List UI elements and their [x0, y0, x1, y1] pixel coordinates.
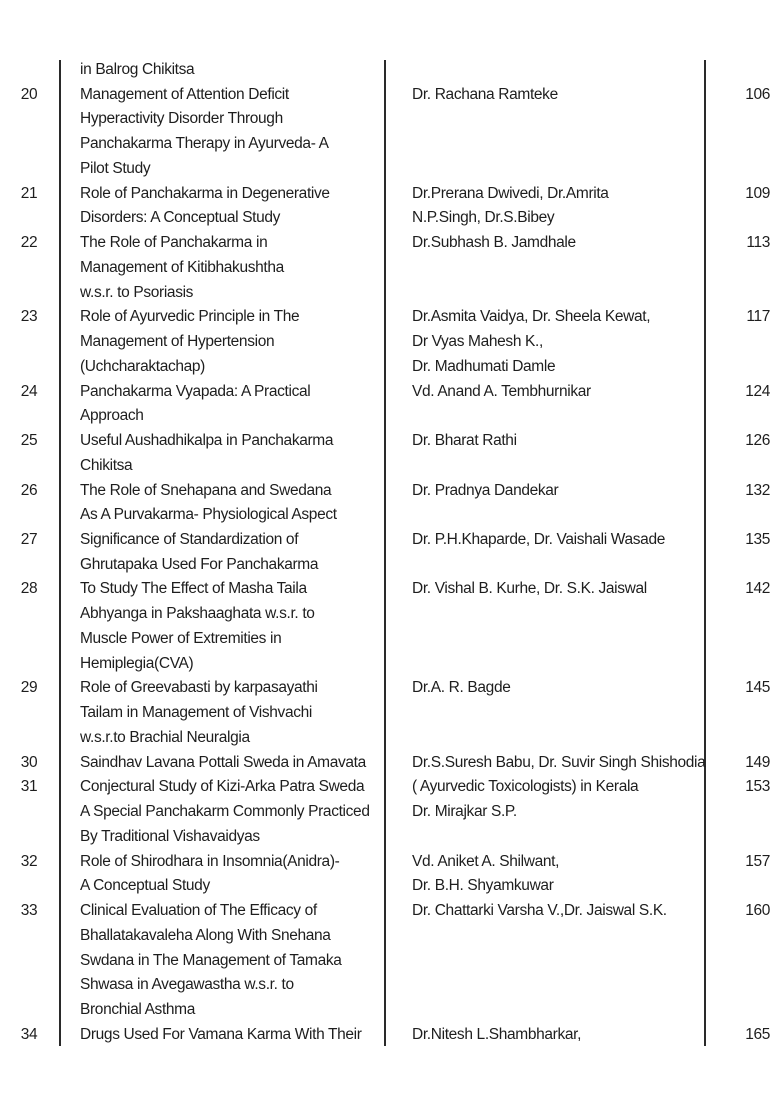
text-line: 153 [745, 778, 770, 796]
text-line: 160 [745, 902, 770, 920]
text-line: 26 [20, 481, 38, 499]
entry-page-number [710, 577, 770, 602]
toc-row [0, 380, 780, 429]
entry-title [80, 58, 380, 83]
text-line: 106 [745, 85, 770, 103]
toc-row [0, 577, 780, 676]
entry-author [412, 528, 702, 553]
text-line: 135 [745, 531, 770, 548]
entry-title [80, 676, 380, 750]
text-line: 20 [20, 85, 38, 103]
entry-page-number [710, 1023, 770, 1048]
toc-row [0, 775, 780, 849]
entry-page-number [710, 775, 770, 800]
entry-author [412, 83, 702, 108]
text-line: 157 [745, 852, 770, 870]
text-line: Dr. P.H.Khaparde, Dr. Vaishali Wasade [412, 531, 665, 548]
text-line: 34 [20, 1025, 38, 1043]
text-line: Management of Hypertension [80, 333, 275, 351]
toc-row [0, 1023, 780, 1048]
entry-title [80, 182, 380, 231]
text-line: Abhyanga in Pakshaaghata w.s.r. to [80, 605, 315, 623]
entry-number [0, 231, 58, 256]
text-line: Clinical Evaluation of The Efficacy of [80, 902, 317, 920]
entry-author [412, 305, 702, 379]
text-line: Role of Shirodhara in Insomnia(Anidra)- [80, 852, 340, 870]
text-line: 113 [746, 234, 770, 252]
text-line: Shwasa in Avegawastha w.s.r. to [80, 976, 294, 994]
text-line: N.P.Singh, Dr.S.Bibey [412, 209, 555, 227]
text-line: 23 [20, 308, 38, 326]
toc-row-continuation [0, 58, 780, 83]
toc-row [0, 479, 780, 528]
entry-title [80, 231, 380, 305]
entry-number [0, 429, 58, 454]
entry-author [412, 676, 702, 701]
entry-author [412, 775, 702, 824]
text-line: As A Purvakarma- Physiological Aspect [80, 506, 337, 524]
text-line: Ghrutapaka Used For Panchakarma [80, 555, 319, 573]
text-line: 149 [745, 753, 770, 771]
text-line: Bhallatakavaleha Along With Snehana [80, 926, 331, 944]
text-line: Swdana in The Management of Tamaka [80, 951, 342, 969]
entry-author [412, 231, 702, 256]
text-line: Bronchial Asthma [80, 1001, 196, 1018]
entry-page-number [710, 305, 770, 330]
text-line: Muscle Power of Extremities in [80, 629, 282, 647]
entry-number [0, 182, 58, 207]
entry-title [80, 528, 380, 577]
text-line: 22 [20, 234, 38, 252]
entry-author [412, 1023, 702, 1048]
text-line: Vd. Aniket A. Shilwant, [412, 852, 560, 870]
text-line: Dr. Madhumati Damle [412, 357, 556, 375]
toc-row [0, 528, 780, 577]
text-line: Panchakarma Therapy in Ayurveda- A [80, 135, 329, 153]
text-line: Management of Kitibhakushtha [80, 258, 284, 276]
entry-author [412, 899, 702, 924]
text-line: Dr. Mirajkar S.P. [412, 803, 517, 821]
text-line: Hemiplegia(CVA) [80, 654, 194, 672]
text-line: Saindhav Lavana Pottali Sweda in Amavata [80, 753, 366, 771]
text-line: Management of Attention Deficit [80, 85, 289, 103]
entry-title [80, 1023, 380, 1048]
text-line: 165 [745, 1025, 770, 1043]
text-line: Vd. Anand A. Tembhurnikar [412, 382, 591, 400]
text-line: 25 [20, 432, 38, 450]
text-line: Dr.Asmita Vaidya, Dr. Sheela Kewat, [412, 308, 651, 326]
text-line: To Study The Effect of Masha Taila [80, 580, 307, 598]
entry-page-number [710, 182, 770, 207]
entry-title [80, 380, 380, 429]
entry-title [80, 577, 380, 676]
text-line: Role of Greevabasti by karpasayathi [80, 679, 318, 697]
entry-page-number [710, 83, 770, 108]
entry-title [80, 479, 380, 528]
toc-row [0, 899, 780, 1023]
text-line: 24 [20, 382, 38, 400]
entry-author [412, 751, 706, 776]
entry-number [0, 479, 58, 504]
text-line: Dr. Vishal B. Kurhe, Dr. S.K. Jaiswal [412, 580, 647, 598]
entry-title [80, 429, 380, 478]
entry-page-number [710, 751, 770, 776]
toc-row [0, 850, 780, 899]
text-line: Disorders: A Conceptual Study [80, 209, 281, 227]
text-line: Dr. Pradnya Dandekar [412, 481, 559, 499]
toc-row [0, 751, 780, 776]
entry-number [0, 1023, 58, 1048]
text-line: 117 [746, 308, 770, 326]
text-line: 126 [745, 432, 770, 450]
entry-number [0, 528, 58, 553]
text-line: 21 [20, 184, 38, 202]
text-line: 28 [20, 580, 38, 598]
entry-title [80, 751, 380, 776]
text-line: 32 [20, 852, 38, 870]
text-line: Dr. B.H. Shyamkuwar [412, 877, 554, 895]
text-line: 109 [745, 184, 770, 202]
text-line: Role of Ayurvedic Principle in The [80, 308, 300, 326]
text-line: in Balrog Chikitsa [80, 61, 195, 78]
text-line: By Traditional Vishavaidyas [80, 827, 260, 845]
text-line: 33 [20, 902, 38, 920]
entry-number [0, 751, 58, 776]
entry-author [412, 182, 702, 231]
text-line: Dr. Chattarki Varsha V.,Dr. Jaiswal S.K. [412, 902, 667, 920]
toc-row [0, 429, 780, 478]
entry-author [412, 479, 702, 504]
entry-page-number [710, 479, 770, 504]
entry-page-number [710, 899, 770, 924]
text-line: 30 [20, 753, 38, 771]
entry-title [80, 305, 380, 379]
text-line: 29 [20, 679, 38, 697]
text-line: Drugs Used For Vamana Karma With Their [80, 1025, 362, 1043]
text-line: Approach [80, 407, 144, 425]
text-line: 124 [745, 382, 770, 400]
table-of-contents [0, 58, 780, 1047]
entry-title [80, 83, 380, 182]
entry-page-number [710, 380, 770, 405]
text-line: Conjectural Study of Kizi-Arka Patra Sweda [80, 778, 365, 796]
entry-title [80, 899, 380, 1023]
entry-page-number [710, 850, 770, 875]
entry-page-number [710, 429, 770, 454]
text-line: Role of Panchakarma in Degenerative [80, 184, 330, 202]
entry-author [412, 850, 702, 899]
text-line: The Role of Panchakarma in [80, 234, 268, 252]
text-line: Useful Aushadhikalpa in Panchakarma [80, 432, 334, 450]
text-line: Hyperactivity Disorder Through [80, 110, 283, 128]
text-line: w.s.r. to Psoriasis [80, 283, 194, 301]
text-line: Tailam in Management of Vishvachi [80, 704, 312, 722]
text-line: A Conceptual Study [80, 877, 210, 895]
entry-title [80, 850, 380, 899]
text-line: Dr.A. R. Bagde [412, 679, 511, 697]
entry-number [0, 305, 58, 330]
entry-page-number [710, 528, 770, 553]
text-line: 142 [745, 580, 770, 598]
text-line: Significance of Standardization of [80, 531, 299, 548]
toc-row [0, 676, 780, 750]
text-line: 145 [745, 679, 770, 697]
text-line: Dr. Rachana Ramteke [412, 85, 558, 103]
entry-page-number [710, 676, 770, 701]
text-line: Dr.Subhash B. Jamdhale [412, 234, 576, 252]
text-line: 31 [20, 778, 38, 796]
text-line: Dr. Bharat Rathi [412, 432, 517, 450]
entry-number [0, 676, 58, 701]
text-line: (Uchcharaktachap) [80, 357, 205, 375]
entry-number [0, 380, 58, 405]
text-line: Chikitsa [80, 456, 133, 474]
entry-number [0, 850, 58, 875]
text-line: Dr.Prerana Dwivedi, Dr.Amrita [412, 184, 609, 202]
toc-row [0, 231, 780, 305]
text-line: ( Ayurvedic Toxicologists) in Kerala [412, 778, 639, 796]
text-line: The Role of Snehapana and Swedana [80, 481, 332, 499]
text-line: Dr.S.Suresh Babu, Dr. Suvir Singh Shishodia [412, 753, 706, 771]
text-line: Dr Vyas Mahesh K., [412, 333, 543, 351]
text-line: Panchakarma Vyapada: A Practical [80, 382, 311, 400]
entry-number [0, 577, 58, 602]
toc-row [0, 182, 780, 231]
entry-number [0, 899, 58, 924]
text-line: A Special Panchakarm Commonly Practiced [80, 803, 370, 821]
text-line: Pilot Study [80, 159, 151, 177]
text-line: 27 [20, 531, 38, 548]
entry-number [0, 83, 58, 108]
entry-author [412, 429, 702, 454]
toc-row [0, 305, 780, 379]
entry-number [0, 775, 58, 800]
entry-author [412, 380, 702, 405]
toc-row [0, 83, 780, 182]
text-line: w.s.r.to Brachial Neuralgia [80, 728, 250, 746]
entry-page-number [710, 231, 770, 256]
text-line: Dr.Nitesh L.Shambharkar, [412, 1025, 582, 1043]
entry-author [412, 577, 702, 602]
entry-title [80, 775, 380, 849]
text-line: 132 [745, 481, 770, 499]
